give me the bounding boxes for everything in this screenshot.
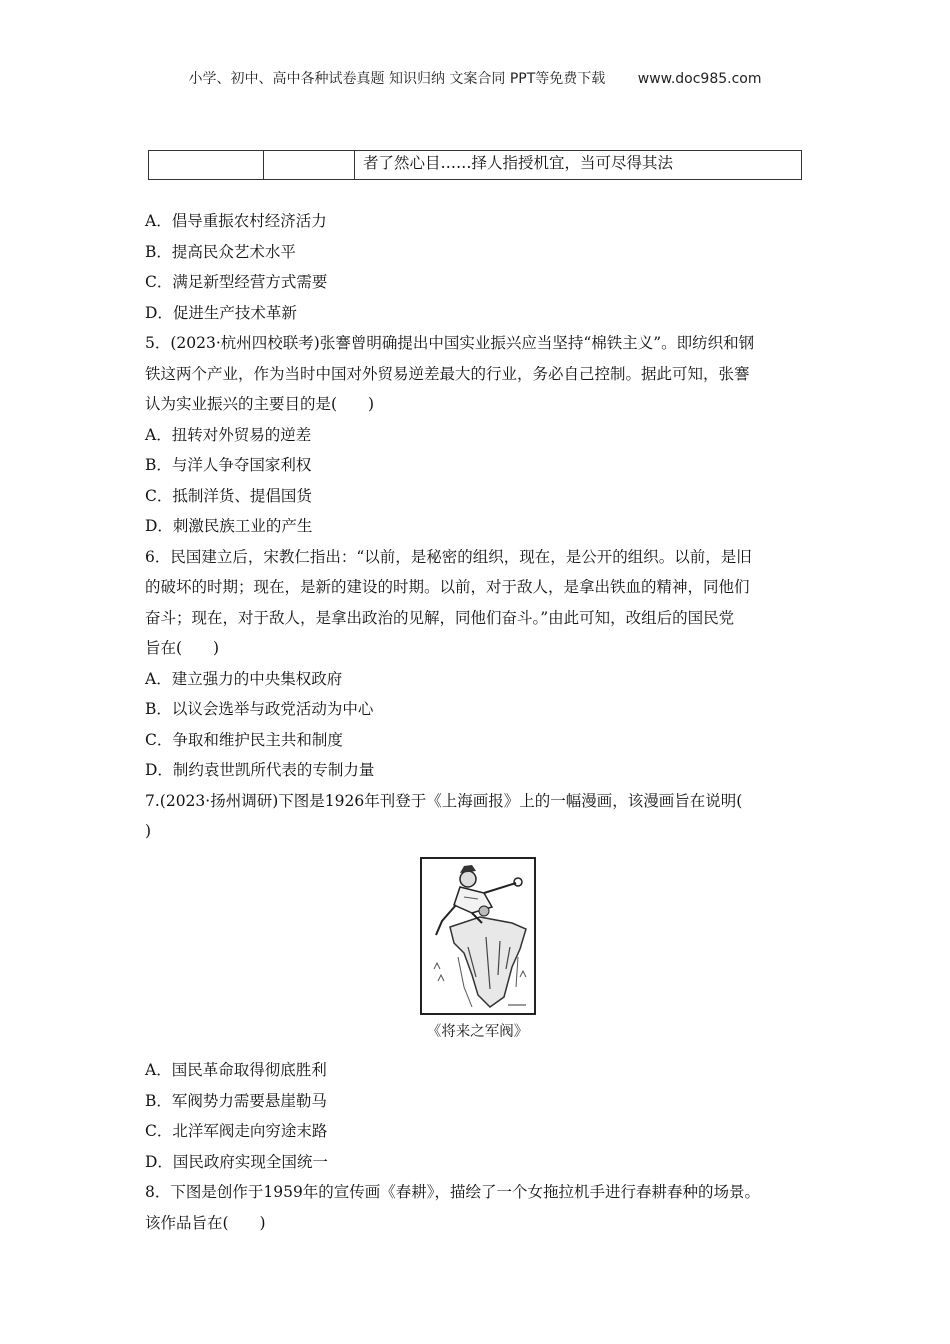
- question-6: [145, 542, 810, 786]
- cartoon-figure: [145, 857, 810, 1015]
- option-d[interactable]: D．制约袁世凯所代表的专制力量: [145, 761, 375, 779]
- option-a[interactable]: A．倡导重振农村经济活力: [145, 212, 327, 230]
- option-c[interactable]: C．北洋军阀走向穷途末路: [145, 1122, 328, 1140]
- q7-stem-line: ): [145, 822, 152, 840]
- table-cell: [149, 151, 264, 180]
- q6-stem-line: 奋斗；现在，对于敌人，是拿出政治的见解，同他们奋斗。”由此可知，改组后的国民党: [145, 608, 735, 627]
- q8-stem-line: 该作品旨在( ): [145, 1213, 266, 1232]
- option-a[interactable]: A．建立强力的中央集权政府: [145, 669, 343, 688]
- option-b[interactable]: B．与洋人争夺国家利权: [145, 456, 312, 474]
- table-fragment: [148, 150, 802, 180]
- option-c[interactable]: C．抵制洋货、提倡国货: [145, 486, 312, 505]
- option-d[interactable]: D．刺激民族工业的产生: [145, 517, 313, 535]
- table-cell: 者了然心目……择人指授机宜，当可尽得其法: [355, 151, 802, 180]
- q6-stem-line: 6．民国建立后，宋教仁指出：“以前，是秘密的组织，现在，是公开的组织。以前，是旧: [145, 547, 752, 566]
- option-d[interactable]: D．国民政府实现全国统一: [145, 1152, 328, 1171]
- option-a[interactable]: A．国民革命取得彻底胜利: [145, 1061, 327, 1079]
- q5-stem-line: 5．(2023·杭州四校联考)张謇曾明确提出中国实业振兴应当坚持“棉铁主义”。即纺织和钢: [145, 334, 755, 352]
- option-c[interactable]: C．争取和维护民主共和制度: [145, 730, 343, 749]
- q6-stem-line: 旨在( ): [145, 639, 220, 657]
- q6-stem-line: 的破坏的时期；现在，是新的建设的时期。以前，对于敌人，是拿出铁血的精神，同他们: [145, 578, 750, 596]
- option-d[interactable]: D．促进生产技术革新: [145, 303, 297, 322]
- warlord-cartoon-image: [420, 857, 536, 1015]
- option-a[interactable]: A．扭转对外贸易的逆差: [145, 425, 312, 444]
- question-8: [145, 1177, 810, 1238]
- q5-stem-line: 铁这两个产业，作为当时中国对外贸易逆差最大的行业，务必自己控制。据此可知，张謇: [145, 364, 750, 383]
- figure-caption: 《将来之军阀》: [426, 1023, 529, 1040]
- option-b[interactable]: B．以议会选举与政党活动为中心: [145, 700, 374, 718]
- option-c[interactable]: C．满足新型经营方式需要: [145, 273, 328, 291]
- header-text: 小学、初中、高中各种试卷真题 知识归纳 文案合同 PPT等免费下载: [188, 71, 606, 87]
- option-b[interactable]: B．军阀势力需要悬崖勒马: [145, 1091, 327, 1110]
- table-cell: [264, 151, 355, 180]
- question-7: [145, 786, 810, 1178]
- header-site: www.doc985.com: [637, 71, 762, 87]
- q4-options: [145, 206, 810, 328]
- question-5: [145, 328, 810, 542]
- q8-stem-line: 8．下图是创作于1959年的宣传画《春耕》，描绘了一个女拖拉机手进行春耕春种的场景。: [145, 1183, 761, 1201]
- q7-stem-line: 7.(2023·扬州调研)下图是1926年刊登于《上海画报》上的一幅漫画，该漫画旨在说明(: [145, 791, 743, 810]
- option-b[interactable]: B．提高民众艺术水平: [145, 242, 296, 261]
- q5-stem-line: 认为实业振兴的主要目的是( ): [145, 395, 375, 413]
- page-header: [0, 68, 950, 88]
- question-content: [145, 206, 810, 1238]
- table-row: [149, 151, 802, 180]
